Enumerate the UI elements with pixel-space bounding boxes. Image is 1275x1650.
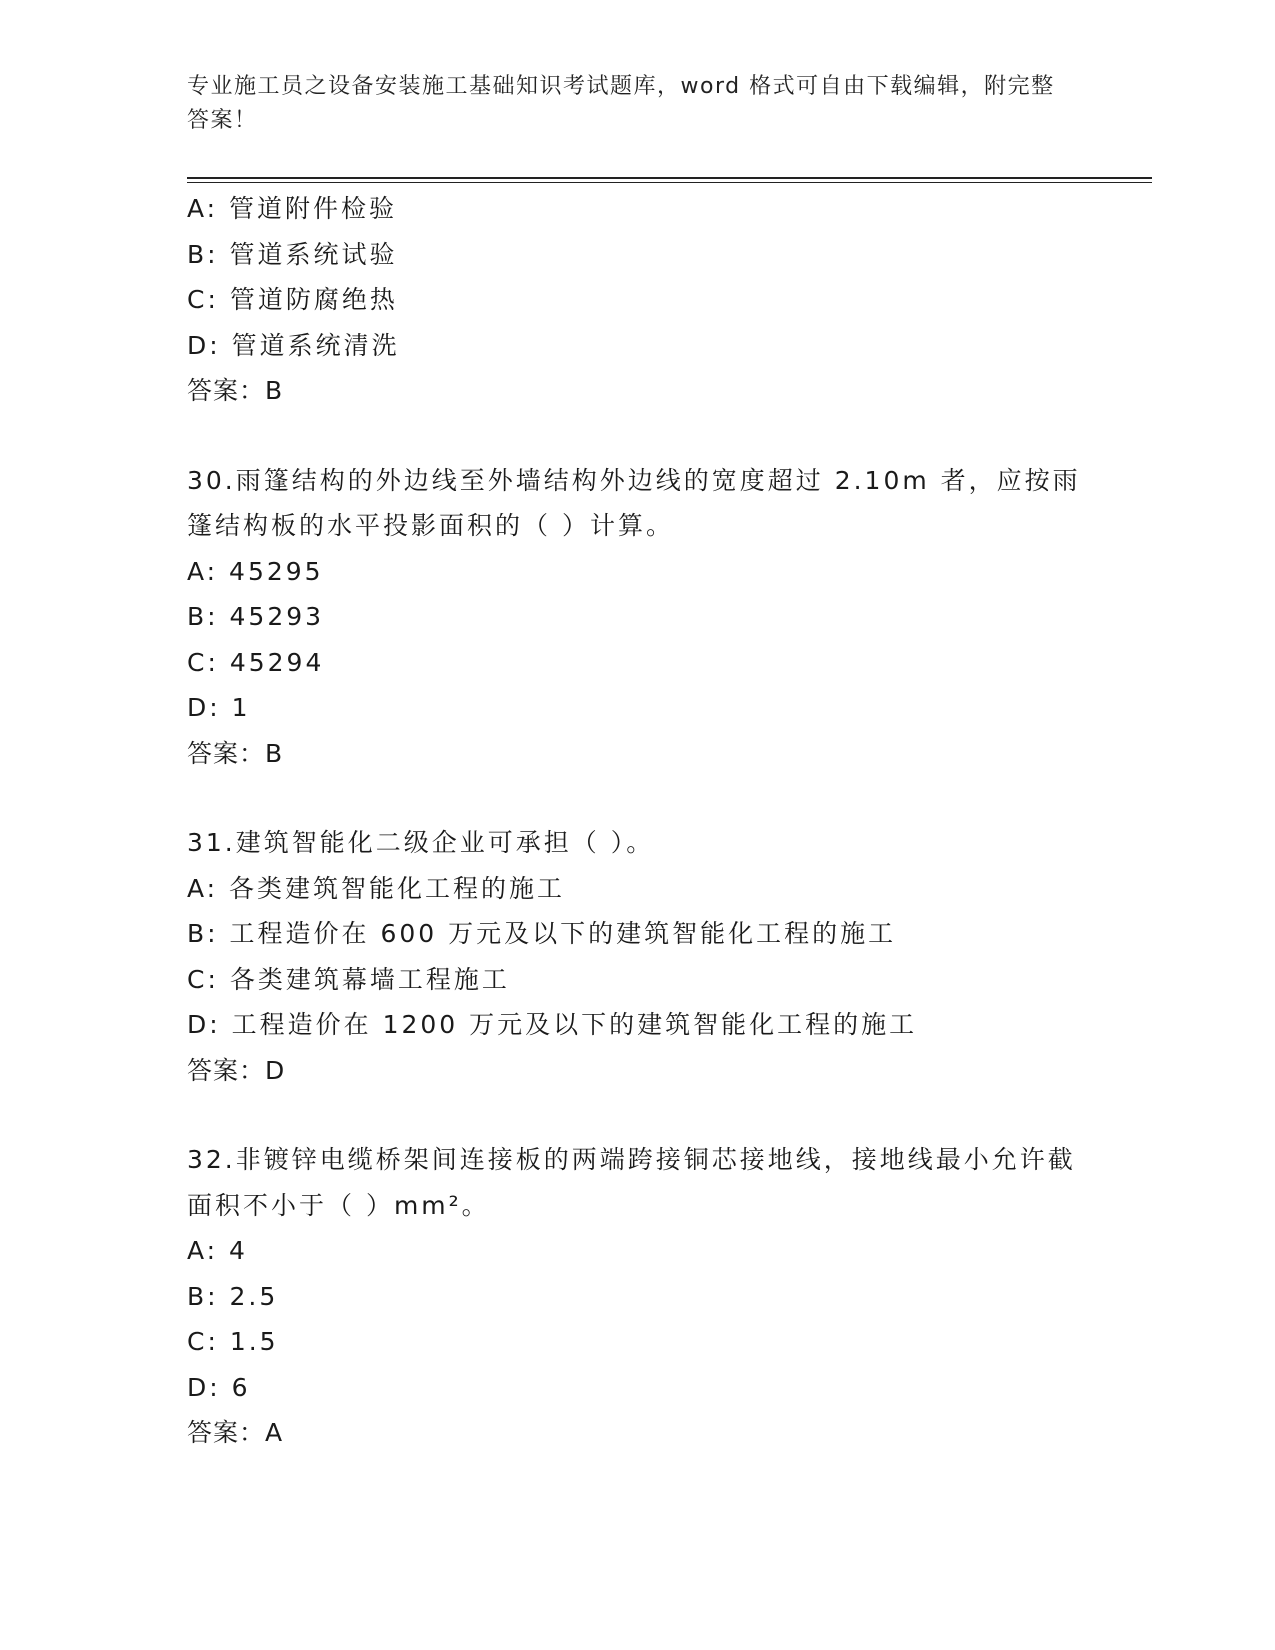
option-c: C: 1.5 <box>187 1327 279 1356</box>
answer: 答案：D <box>187 1055 286 1085</box>
option-a: A: 4 <box>187 1236 248 1265</box>
option-b: B: 管道系统试验 <box>187 239 398 269</box>
answer: 答案：B <box>187 738 284 768</box>
option-d: D: 工程造价在 1200 万元及以下的建筑智能化工程的施工 <box>187 1010 918 1039</box>
option-a: A: 45295 <box>187 556 324 586</box>
option-c: C: 管道防腐绝热 <box>187 285 398 314</box>
option-d: D: 1 <box>187 693 251 722</box>
question-block <box>187 1137 1087 1456</box>
option-c: C: 各类建筑幕墙工程施工 <box>187 964 510 994</box>
question-stem: 30.雨篷结构的外边线至外墙结构外边线的宽度超过 2.10m 者，应按雨篷结构板的水平投影面积的（ ）计算。 <box>187 465 1081 540</box>
option-c: C: 45294 <box>187 647 325 677</box>
option-d: D: 6 <box>187 1372 251 1402</box>
header-rule-thick <box>187 177 1152 179</box>
question-list <box>187 186 1087 1456</box>
answer: 答案：A <box>187 1418 284 1447</box>
option-a: A: 管道附件检验 <box>187 194 398 223</box>
question-stem: 31.建筑智能化二级企业可承担（ ）。 <box>187 828 655 857</box>
answer: 答案：B <box>187 376 284 405</box>
question-block <box>187 820 1087 1093</box>
question-stem: 32.非镀锌电缆桥架间连接板的两端跨接铜芯接地线，接地线最小允许截面积不小于（ ）mm²。 <box>187 1145 1076 1220</box>
question-block <box>187 458 1087 777</box>
option-b: B: 2.5 <box>187 1281 279 1311</box>
option-d: D: 管道系统清洗 <box>187 330 400 360</box>
header-rule-thin <box>187 182 1152 183</box>
option-a: A: 各类建筑智能化工程的施工 <box>187 873 566 903</box>
page-header: 专业施工员之设备安装施工基础知识考试题库，word 格式可自由下载编辑，附完整答案！ <box>187 74 1055 133</box>
option-b: B: 45293 <box>187 602 325 631</box>
question-block <box>187 186 1087 414</box>
option-b: B: 工程造价在 600 万元及以下的建筑智能化工程的施工 <box>187 919 897 948</box>
